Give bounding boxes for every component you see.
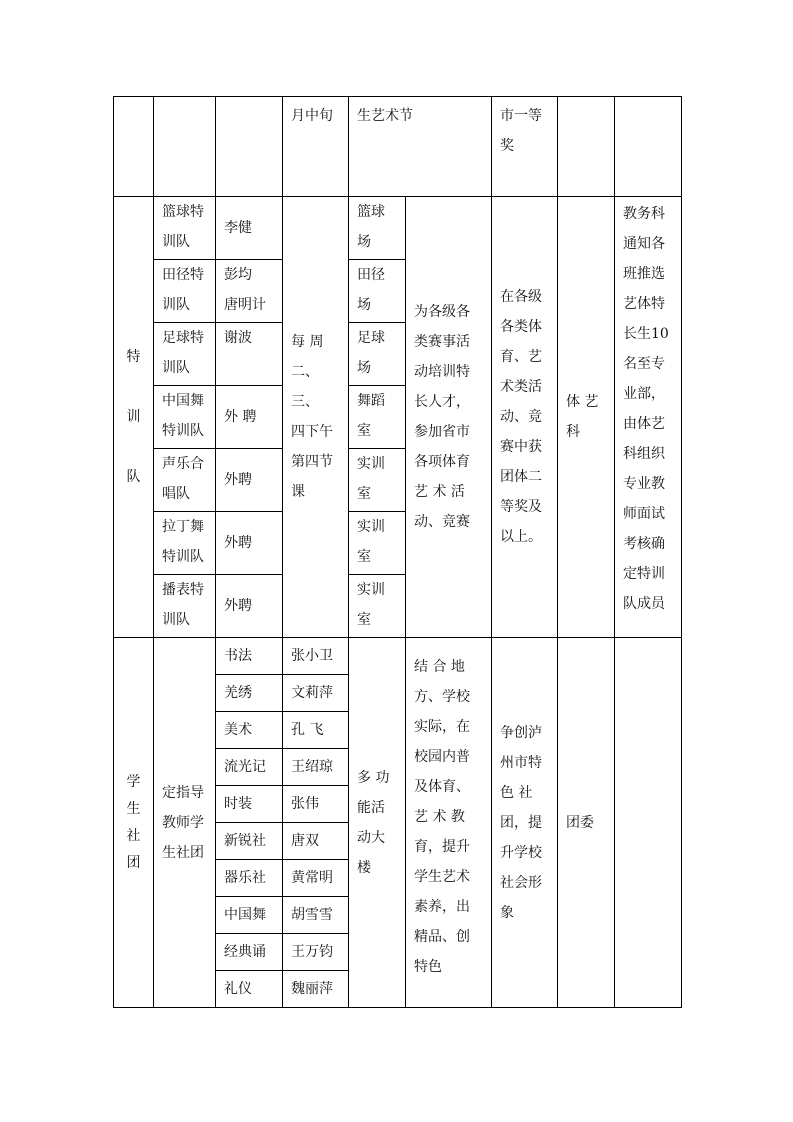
club-name: 羌绣 xyxy=(216,675,283,712)
team-coach: 李健 xyxy=(216,197,283,260)
team-venue: 足球 场 xyxy=(349,323,406,386)
continued-row xyxy=(114,97,682,197)
team-name: 篮球特 训队 xyxy=(154,197,216,260)
club-name: 器乐社 xyxy=(216,860,283,897)
club-teacher: 唐双 xyxy=(283,823,349,860)
category-special-team: 特 训 队 xyxy=(114,197,154,638)
cell-empty xyxy=(615,97,682,197)
club-venue: 多 功 能活 动大 楼 xyxy=(349,638,406,1008)
club-teacher: 胡雪雪 xyxy=(283,897,349,934)
cell-empty xyxy=(558,97,615,197)
team-goal: 在各级 各类体 育、艺 术类活 动、竞 赛中获 团体二 等奖及 以上。 xyxy=(492,197,558,638)
club-teacher: 王万钧 xyxy=(283,934,349,971)
team-coach: 外聘 xyxy=(216,575,283,638)
cell-empty xyxy=(216,97,283,197)
club-name: 流光记 xyxy=(216,749,283,786)
goal-cell: 市一等 奖 xyxy=(492,97,558,197)
team-time: 每 周 二、三、 四下午 第四节 课 xyxy=(283,197,349,638)
team-name: 足球特 训队 xyxy=(154,323,216,386)
team-name: 声乐合 唱队 xyxy=(154,449,216,512)
club-teacher: 魏丽萍 xyxy=(283,971,349,1008)
club-teacher: 文莉萍 xyxy=(283,675,349,712)
team-name: 播表特 训队 xyxy=(154,575,216,638)
club-teacher: 孔 飞 xyxy=(283,712,349,749)
team-venue: 篮球 场 xyxy=(349,197,406,260)
club-type: 定指导 教师学 生社团 xyxy=(154,638,216,1008)
team-coach: 外聘 xyxy=(216,449,283,512)
club-teacher: 张伟 xyxy=(283,786,349,823)
team-venue: 田径 场 xyxy=(349,260,406,323)
team-coach: 外 聘 xyxy=(216,386,283,449)
club-name: 新锐社 xyxy=(216,823,283,860)
team-coach: 谢波 xyxy=(216,323,283,386)
team-name: 田径特 训队 xyxy=(154,260,216,323)
cell-empty xyxy=(114,97,154,197)
team-name: 拉丁舞 特训队 xyxy=(154,512,216,575)
cell-empty xyxy=(615,638,682,1008)
time-cell: 月中旬 xyxy=(283,97,349,197)
cell-empty xyxy=(154,97,216,197)
activity-table xyxy=(113,96,682,1008)
club-name: 时装 xyxy=(216,786,283,823)
category-clubs: 学 生 社 团 xyxy=(114,638,154,1008)
team-content: 为各级各 类赛事活 动培训特 长人才， 参加省市 各项体育 艺 术 活 动、竞赛 xyxy=(406,197,492,638)
club-row xyxy=(114,638,682,675)
club-name: 美术 xyxy=(216,712,283,749)
club-dept: 团委 xyxy=(558,638,615,1008)
team-coach: 彭均 唐明计 xyxy=(216,260,283,323)
club-goal: 争创泸 州市特 色 社 团，提 升学校 社会形 象 xyxy=(492,638,558,1008)
team-venue: 实训 室 xyxy=(349,512,406,575)
content-cell: 生艺术节 xyxy=(349,97,492,197)
club-teacher: 王绍琼 xyxy=(283,749,349,786)
club-teacher: 黄常明 xyxy=(283,860,349,897)
team-dept: 体 艺 科 xyxy=(558,197,615,638)
club-name: 中国舞 xyxy=(216,897,283,934)
team-coach: 外聘 xyxy=(216,512,283,575)
team-venue: 舞蹈 室 xyxy=(349,386,406,449)
club-name: 书法 xyxy=(216,638,283,675)
club-content: 结 合 地 方、学校 实际，在 校园内普 及体育、 艺 术 教 育，提升 学生艺术 素养，出 精品、创 特色 xyxy=(406,638,492,1008)
team-venue: 实训 室 xyxy=(349,449,406,512)
team-venue: 实训 室 xyxy=(349,575,406,638)
club-name: 礼仪 xyxy=(216,971,283,1008)
team-note: 教务科 通知各 班推选 艺体特 长生10 名至专 业部， 由体艺 科组织 专业教 师面试 考核确 定特训 队成员 xyxy=(615,197,682,638)
club-name: 经典诵 xyxy=(216,934,283,971)
team-row xyxy=(114,197,682,260)
club-teacher: 张小卫 xyxy=(283,638,349,675)
team-name: 中国舞 特训队 xyxy=(154,386,216,449)
